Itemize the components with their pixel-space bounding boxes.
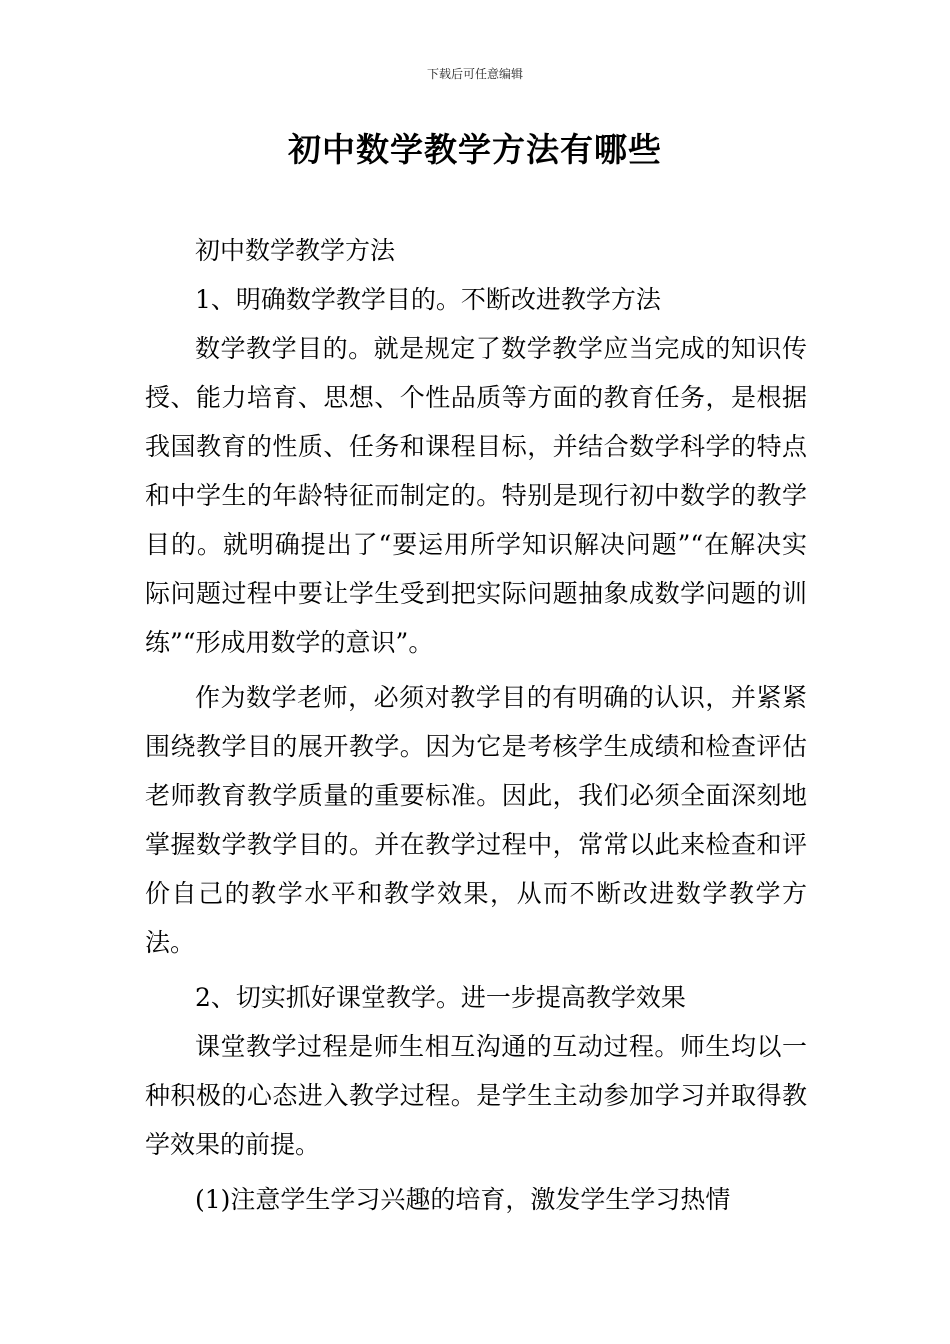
- paragraph-classroom-process: 课堂教学过程是师生相互沟通的互动过程。师生均以一种积极的心态进入教学过程。是学生主动参加学习并取得教学效果的前提。: [145, 1032, 807, 1159]
- paragraph-section-1-heading: 1、明确数学教学目的。不断改进教学方法: [195, 285, 661, 314]
- paragraph-subsection-1-heading: (1)注意学生学习兴趣的培育，激发学生学习热情: [195, 1185, 731, 1214]
- paragraph-teaching-goals: 数学教学目的。就是规定了数学教学应当完成的知识传授、能力培育、思想、个性品质等方面的教育任务，是根据我国教育的性质、任务和课程目标，并结合数学科学的特点和中学生的年龄特征而制定的。特别是现行初中数学的教学目的。就明确提出了“要运用所学知识解决问题”“在解决实际问题过程中要让学生受到把实际问题抽象成数学问题的训练”“形成用数学的意识”。: [145, 334, 807, 657]
- paragraph-section-2-heading: 2、切实抓好课堂教学。进一步提高教学效果: [195, 983, 686, 1012]
- document-title: 初中数学教学方法有哪些: [288, 130, 662, 169]
- paragraph-subtitle: 初中数学教学方法: [195, 236, 396, 265]
- header-note: 下载后可任意编辑: [426, 67, 523, 81]
- document-body: [145, 226, 807, 1224]
- paragraph-teacher-role: 作为数学老师，必须对教学目的有明确的认识，并紧紧围绕教学目的展开教学。因为它是考核学生成绩和检查评估老师教育教学质量的重要标准。因此，我们必须全面深刻地掌握数学教学目的。并在教学过程中，常常以此来检查和评价自己的教学水平和教学效果，从而不断改进数学教学方法。: [145, 683, 807, 957]
